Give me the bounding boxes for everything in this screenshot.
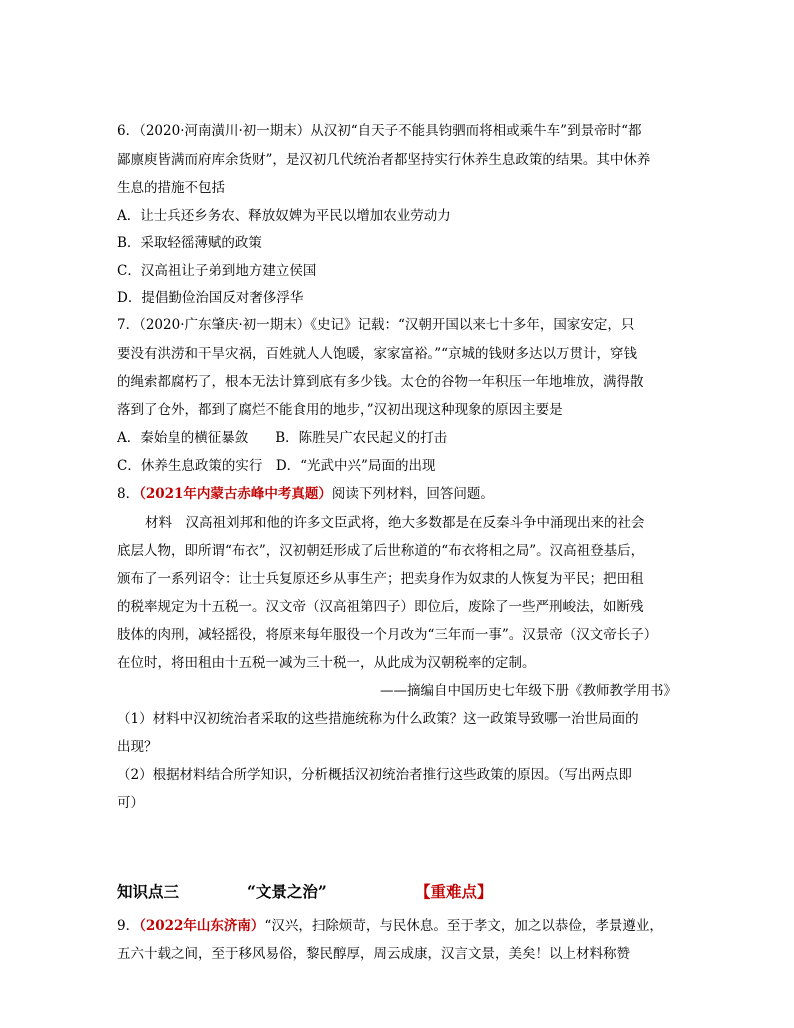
- section-label: 知识点三: [117, 882, 180, 901]
- q6-line-3: 生息的措施不包括: [117, 180, 225, 196]
- q9-line-1: [117, 916, 677, 936]
- q7-options-row-2: C．休养生息政策的实行 D．“光武中兴”局面的出现: [117, 458, 436, 474]
- section-tag: 【重难点】: [415, 882, 493, 901]
- q6-option-c: C．汉高祖让子弟到地方建立侯国: [117, 263, 317, 279]
- q8-number: 8．: [117, 486, 140, 502]
- q8-sub1-line-1: （1）材料中汉初统治者采取的这些措施统称为什么政策？这一政策导致哪一治世局面的: [117, 711, 639, 727]
- q6-option-d: D．提倡勤俭治国反对奢侈浮华: [117, 290, 304, 306]
- q8-material-line-2: 底层人物，即所谓“布衣”，汉初朝廷形成了后世称道的“布衣将相之局”。汉高祖登基后，: [117, 543, 645, 559]
- q8-sub2-line-1: （2）根据材料结合所学知识，分析概括汉初统治者推行这些政策的原因。（写出两点即: [117, 767, 632, 783]
- q8-source: （2021年内蒙古赤峰中考真题）: [139, 486, 332, 502]
- q9-source: （2022年山东济南）: [139, 918, 265, 934]
- q8-header: [117, 484, 677, 504]
- q9-line-1-text: “汉兴，扫除烦苛，与民休息。至于孝文，加之以恭俭，孝景遵业，: [264, 918, 663, 934]
- q9-number: 9．: [117, 918, 140, 934]
- q6-line-2: 鄙廪庾皆满而府库余货财”，是汉初几代统治者都坚持实行休养生息政策的结果。其中休养: [117, 152, 651, 168]
- q8-material-line-4: 的税率规定为十五税一。汉文帝（汉高祖第四子）即位后，废除了一些严刑峻法，如断残: [117, 599, 644, 615]
- q7-options-row-1: A．秦始皇的横征暴敛 B．陈胜吴广农民起义的打击: [117, 430, 448, 446]
- q8-material-line-1: 材料 汉高祖刘邦和他的许多文臣武将，绝大多数都是在反秦斗争中涌现出来的社会: [145, 515, 645, 531]
- q8-sub1-line-2: 出现？: [117, 739, 158, 755]
- q7-line-2: 要没有洪涝和干旱灾祸，百姓就人人饱暖，家家富裕。”“京城的钱财多达以万贯计，穿钱: [117, 346, 638, 362]
- q8-material-line-3: 颁布了一系列诏令：让士兵复原还乡从事生产；把卖身作为奴隶的人恢复为平民；把田租: [117, 571, 644, 587]
- q8-sub2-line-2: 可）: [117, 795, 144, 811]
- q8-citation: ——摘编自中国历史七年级下册《教师教学用书》: [380, 683, 677, 699]
- q8-prompt: 阅读下列材料，回答问题。: [331, 486, 494, 502]
- q7-line-1: 7．（2020·广东肇庆·初一期末）《史记》记载：“汉朝开国以来七十多年，国家安定，只: [117, 317, 635, 333]
- q6-option-b: B．采取轻徭薄赋的政策: [117, 235, 262, 251]
- section-topic: “文景之治”: [247, 882, 327, 901]
- q6-line-1: 6．（2020·河南潢川·初一期末）从汉初“自天子不能具钧驷而将相或乘牛车”到景帝时“都: [117, 123, 642, 139]
- q8-material-line-5: 肢体的肉刑，减轻摇役，将原来每年服役一个月改为“三年而一事”。汉景帝（汉文帝长子）: [117, 627, 658, 643]
- q7-line-4: 落到了仓外，都到了腐烂不能食用的地步，”汉初出现这种现象的原因主要是: [117, 402, 563, 418]
- q6-option-a: A．让士兵还乡务农、释放奴婢为平民以增加农业劳动力: [117, 208, 451, 224]
- q8-material-line-6: 在位时，将田租由十五税一减为三十税一，从此成为汉朝税率的定制。: [117, 655, 536, 671]
- section-heading: [117, 881, 677, 903]
- q9-line-2: 五六十载之间，至于移风易俗，黎民醇厚，周云成康，汉言文景，美矣！以上材料称赞: [117, 946, 630, 962]
- q7-line-3: 的绳索都腐朽了，根本无法计算到底有多少钱。太仓的谷物一年积压一年地堆放，满得散: [117, 374, 644, 390]
